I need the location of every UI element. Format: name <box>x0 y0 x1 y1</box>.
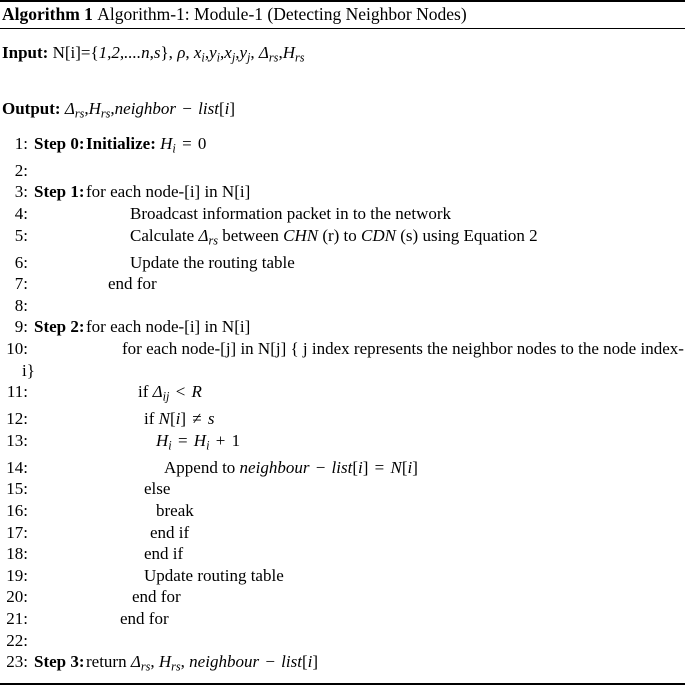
line-number: 5: <box>14 225 28 245</box>
input-value: N[i]={1,2,....n,s}, ρ, $x_i,y_i,x_j,y_j$, $\Delta_{rs},H_{rs}$ <box>52 43 305 65</box>
line-number: 15: <box>6 479 28 499</box>
code-line <box>0 133 685 160</box>
line-text: return $\Delta_{rs}$, $H_{rs}$, neighbour − list[i] <box>86 652 319 674</box>
algorithm-steps <box>0 125 685 683</box>
code-line <box>0 630 685 652</box>
line-text-wrap: i} <box>22 360 35 380</box>
line-number: 4: <box>14 204 28 224</box>
step-label: Step 1: <box>34 182 85 202</box>
line-text: end for <box>132 587 181 607</box>
line-text: for each node-[i] in N[i] <box>86 182 251 202</box>
line-text: Update the routing table <box>130 252 295 272</box>
line-text: end if <box>144 544 184 564</box>
code-line <box>0 608 685 630</box>
line-text: end if <box>150 522 190 542</box>
step-label: Step 0: <box>34 133 85 153</box>
line-number: 21: <box>6 609 28 628</box>
line-number: 8: <box>14 295 28 315</box>
code-line <box>0 408 685 430</box>
line-text: Update routing table <box>144 565 284 585</box>
step-label: Step 3: <box>34 652 85 672</box>
algorithm-label: Algorithm 1 <box>2 4 93 24</box>
output-line <box>2 84 685 124</box>
code-line <box>0 338 685 360</box>
line-number: 14: <box>6 457 28 477</box>
line-number: 7: <box>14 274 28 294</box>
line-text: break <box>156 501 194 521</box>
line-text: Calculate $\Delta_{rs}$ between CHN (r) to CDN (s) using Equation 2 <box>130 225 538 248</box>
code-line <box>0 430 685 457</box>
line-number: 20: <box>6 587 28 607</box>
line-text: if N[i] ≠ s <box>144 409 215 429</box>
line-number: 18: <box>6 544 28 564</box>
code-line <box>0 225 685 252</box>
line-text: $H_i = H_i + 1$ <box>156 430 241 453</box>
line-text: Broadcast information packet in to the network <box>130 204 452 224</box>
code-line <box>0 500 685 522</box>
code-line <box>0 651 685 678</box>
output-value: $\Delta_{rs},H_{rs},neighbor$ − list[i] <box>64 99 236 121</box>
line-number: 2: <box>14 160 28 180</box>
line-text: end for <box>120 609 169 628</box>
line-number: 16: <box>6 501 28 521</box>
line-text: if $\Delta_{ij} < R$ <box>138 382 202 404</box>
code-line <box>0 586 685 608</box>
code-line <box>0 522 685 544</box>
line-number: 13: <box>6 430 28 450</box>
code-line <box>0 381 685 408</box>
code-line <box>0 316 685 338</box>
code-line <box>0 203 685 225</box>
output-label: Output: <box>2 99 61 119</box>
algorithm-title-row <box>0 2 685 28</box>
algorithm-title: Algorithm-1: Module-1 (Detecting Neighbor Nodes) <box>97 4 467 24</box>
line-text: end for <box>108 274 157 294</box>
code-line <box>0 478 685 500</box>
line-number: 19: <box>6 565 28 585</box>
code-line <box>0 160 685 182</box>
line-text: Append to neighbour − list[i] = N[i] <box>164 457 418 477</box>
input-label: Input: <box>2 43 49 62</box>
line-number: 22: <box>6 630 28 650</box>
line-number: 17: <box>6 522 28 542</box>
code-line <box>0 565 685 587</box>
input-line <box>2 29 685 68</box>
code-line <box>0 457 685 479</box>
line-number: 1: <box>14 133 28 153</box>
io-spacer <box>2 68 685 84</box>
line-number: 6: <box>14 252 28 272</box>
line-text: else <box>144 479 171 499</box>
code-line <box>0 252 685 274</box>
line-text: for each node-[j] in N[j] { j index represents the neighbor nodes to the node index- <box>122 339 684 359</box>
line-text: Initialize: $H_i = 0$ <box>86 133 207 156</box>
line-number: 12: <box>6 409 28 429</box>
line-number: 10: <box>6 339 28 359</box>
line-number: 23: <box>6 652 28 672</box>
line-number: 3: <box>14 182 28 202</box>
code-line <box>0 181 685 203</box>
code-line <box>0 273 685 295</box>
code-line <box>0 295 685 317</box>
io-block <box>0 29 685 125</box>
line-number: 11: <box>6 382 28 402</box>
step-label: Step 2: <box>34 317 85 337</box>
line-number: 9: <box>14 317 28 337</box>
code-line <box>0 543 685 565</box>
line-text: for each node-[i] in N[i] <box>86 317 251 337</box>
